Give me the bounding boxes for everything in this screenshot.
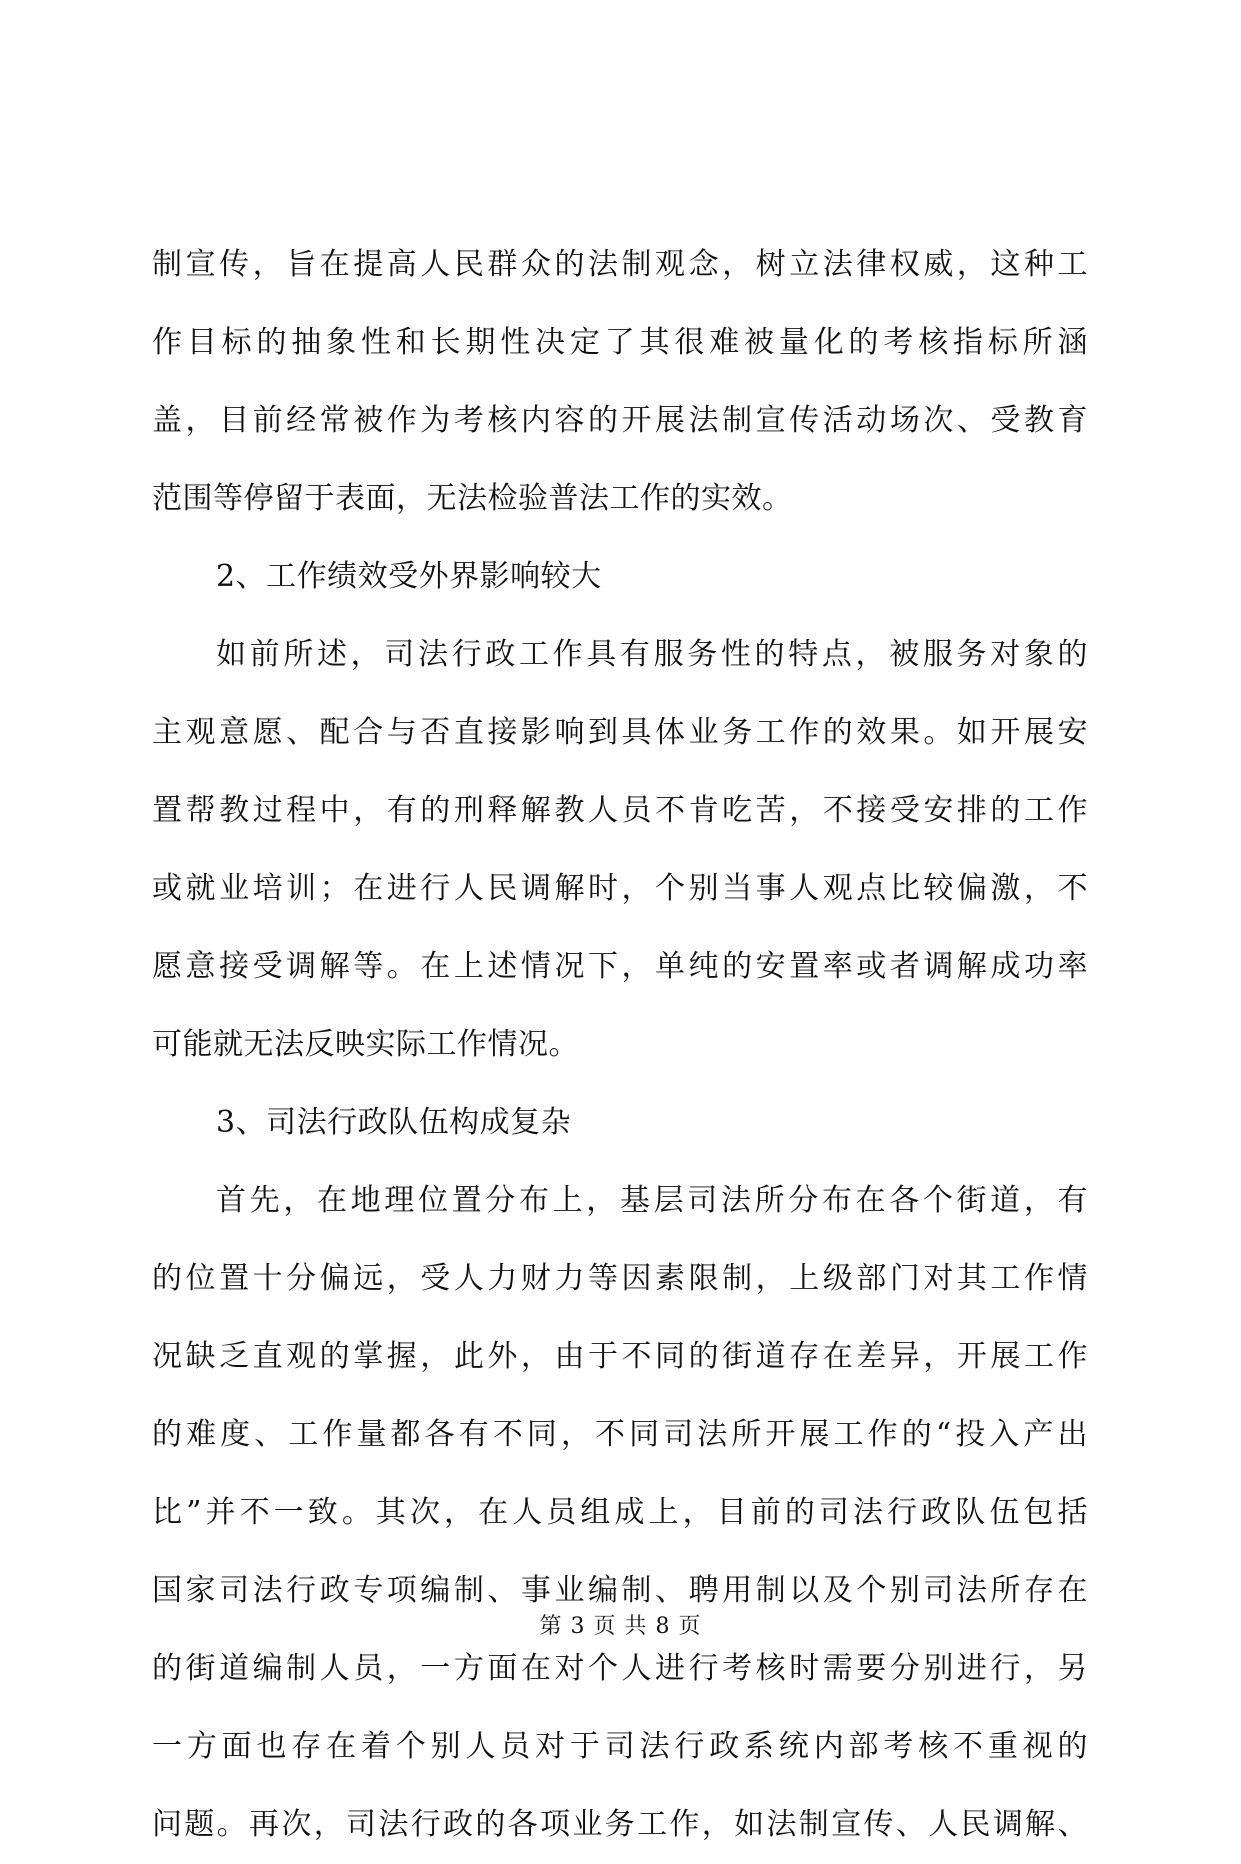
page-number-footer: 第 3 页 共 8 页: [539, 1614, 702, 1639]
body-line: 作目标的抽象性和长期性决定了其很难被量化的考核指标所涵: [152, 325, 1088, 360]
body-line: 首先，在地理位置分布上，基层司法所分布在各个街道，有: [216, 1183, 1088, 1218]
body-line: 置帮教过程中，有的刑释解教人员不肯吃苦，不接受安排的工作: [152, 793, 1088, 828]
body-line: 可能就无法反映实际工作情况。: [152, 1027, 579, 1062]
body-line: 或就业培训；在进行人民调解时，个别当事人观点比较偏激，不: [152, 871, 1088, 906]
body-line: 范围等停留于表面，无法检验普法工作的实效。: [152, 481, 793, 516]
body-line: 一方面也存在着个别人员对于司法行政系统内部考核不重视的: [152, 1729, 1088, 1764]
section-heading: 2、工作绩效受外界影响较大: [216, 559, 602, 594]
body-line: 制宣传，旨在提高人民群众的法制观念，树立法律权威，这种工: [152, 247, 1088, 282]
body-line: 如前所述，司法行政工作具有服务性的特点，被服务对象的: [216, 637, 1088, 672]
body-line: 问题。再次，司法行政的各项业务工作，如法制宣传、人民调解、: [152, 1807, 1088, 1842]
section-heading: 3、司法行政队伍构成复杂: [216, 1105, 572, 1140]
body-line: 的难度、工作量都各有不同，不同司法所开展工作的“投入产出: [152, 1417, 1088, 1452]
body-line: 国家司法行政专项编制、事业编制、聘用制以及个别司法所存在: [152, 1573, 1088, 1608]
body-line: 主观意愿、配合与否直接影响到具体业务工作的效果。如开展安: [152, 715, 1088, 750]
body-line: 况缺乏直观的掌握，此外，由于不同的街道存在差异，开展工作: [152, 1339, 1088, 1374]
body-line: 愿意接受调解等。在上述情况下，单纯的安置率或者调解成功率: [152, 949, 1088, 984]
body-line: 的位置十分偏远，受人力财力等因素限制，上级部门对其工作情: [152, 1261, 1088, 1296]
body-line: 的街道编制人员，一方面在对个人进行考核时需要分别进行，另: [152, 1651, 1088, 1686]
body-line: 盖，目前经常被作为考核内容的开展法制宣传活动场次、受教育: [152, 403, 1088, 438]
body-line: 比”并不一致。其次，在人员组成上，目前的司法行政队伍包括: [152, 1495, 1088, 1530]
